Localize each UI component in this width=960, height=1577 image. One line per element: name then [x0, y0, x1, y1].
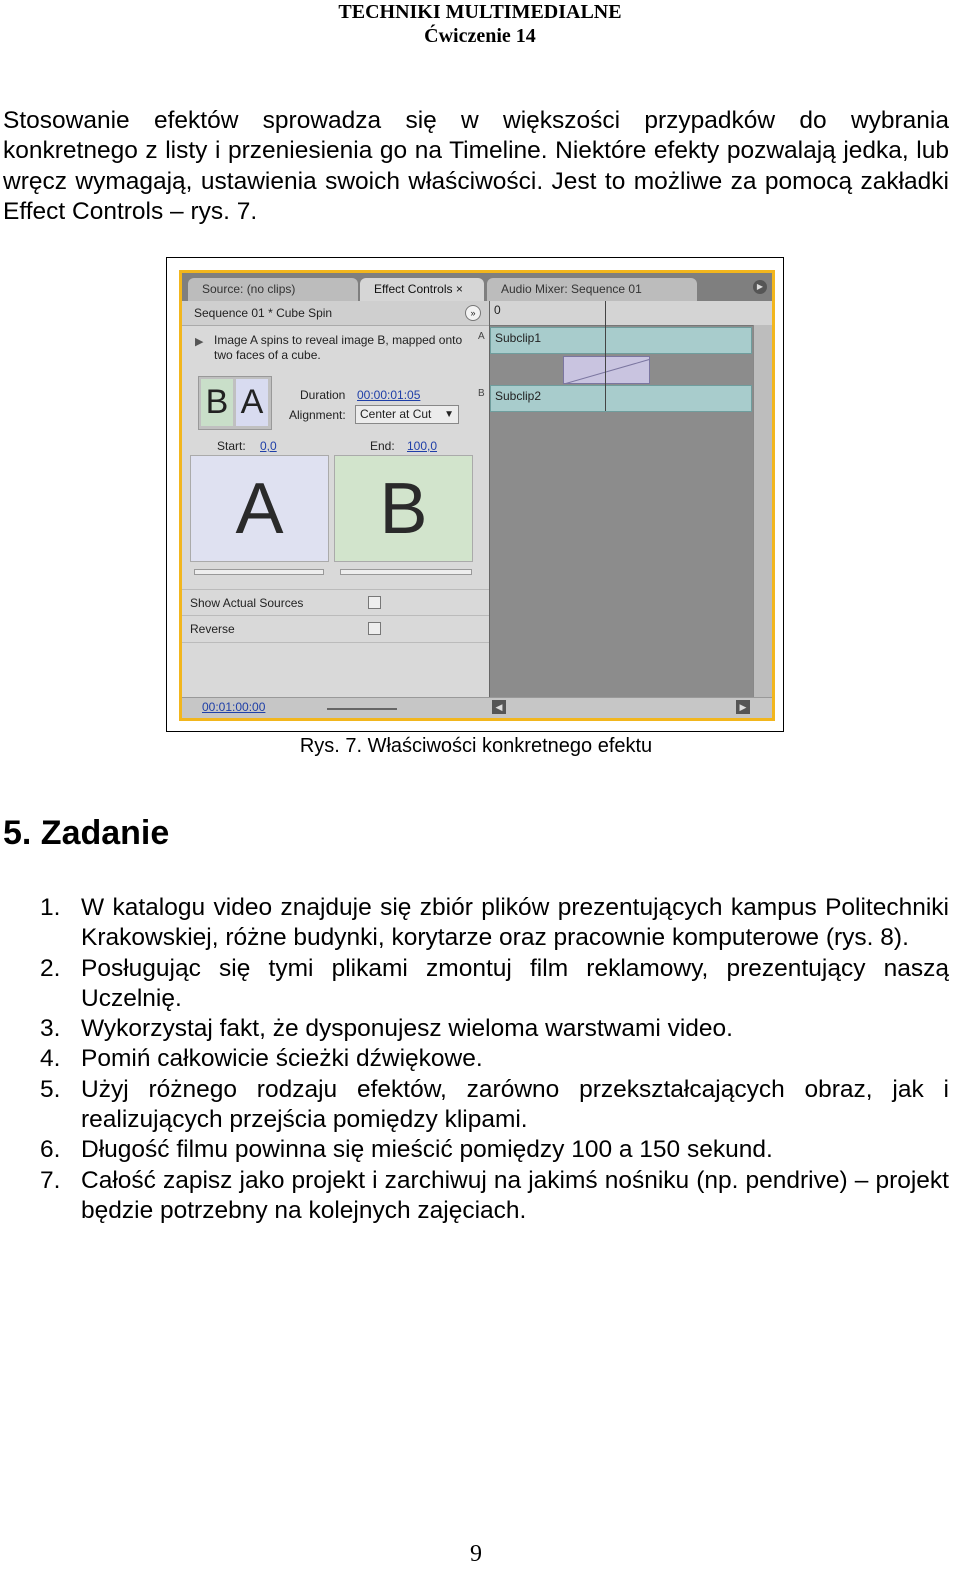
- scroll-left-icon[interactable]: ◀: [492, 700, 506, 714]
- tab-audio-mixer[interactable]: Audio Mixer: Sequence 01: [487, 278, 697, 301]
- list-item-number: 6.: [40, 1136, 61, 1164]
- list-item: [40, 1044, 949, 1074]
- preview-a: A: [190, 455, 329, 562]
- task-list: [40, 893, 949, 1226]
- alignment-value: Center at Cut: [360, 407, 432, 421]
- zoom-slider[interactable]: [327, 708, 397, 710]
- list-item: [40, 1075, 949, 1136]
- list-item-text: Wykorzystaj fakt, że dysponujesz wieloma warstwami video.: [81, 1015, 733, 1043]
- sequence-title: Sequence 01 * Cube Spin: [194, 306, 333, 320]
- figure-caption: Rys. 7. Właściwości konkretnego efektu: [299, 735, 653, 757]
- intro-paragraph: Stosowanie efektów sprowadza się w większości przypadków do wybrania konkretnego z listy i przeniesienia go na Timeline. Niektóre efekty pozwalają jedka, lub wręcz wymagają, ustawienia swoich właściwości. Jest to możliwe za pomocą zakładki Effect Controls – rys. 7.: [3, 107, 949, 225]
- alignment-label: Alignment:: [289, 408, 346, 422]
- effect-controls-pane: [182, 301, 489, 698]
- ruler-zero: 0: [494, 303, 501, 317]
- list-item: [40, 893, 949, 954]
- document-header: [0, 0, 960, 48]
- transition-diagonal-icon: [564, 357, 650, 384]
- thumb-a: A: [236, 379, 268, 426]
- list-item-number: 2.: [40, 954, 61, 982]
- list-item-text: Posługując się tymi plikami zmontuj film reklamowy, prezentujący naszą Uczelnię.: [81, 954, 949, 1012]
- show-actual-sources-label: Show Actual Sources: [190, 596, 304, 610]
- duration-value[interactable]: 00:00:01:05: [357, 388, 421, 402]
- list-item: [40, 1014, 949, 1044]
- page-number: 9: [470, 1541, 482, 1567]
- header-course-title: TECHNIKI MULTIMEDIALNE: [338, 1, 622, 23]
- track-a-marker: A: [478, 331, 485, 342]
- play-preview-icon[interactable]: ▶: [195, 336, 204, 348]
- figure-effect-controls: [166, 257, 784, 732]
- chevron-down-icon: ▼: [444, 409, 454, 420]
- start-label: Start:: [217, 439, 246, 453]
- transition-thumbnail: [198, 376, 272, 430]
- clip2-label: Subclip2: [495, 389, 542, 403]
- list-item-text: Całość zapisz jako projekt i zarchiwuj na jakimś nośniku (np. pendrive) – projekt będzie potrzebny na kolejnych zajęciach.: [81, 1166, 949, 1224]
- scroll-right-icon[interactable]: ▶: [736, 700, 750, 714]
- list-item-text: Użyj różnego rodzaju efektów, zarówno przekształcających obraz, jak i realizujących przejścia pomiędzy klipami.: [81, 1075, 949, 1134]
- tab-source[interactable]: Source: (no clips): [188, 278, 358, 301]
- list-item-number: 1.: [40, 894, 61, 921]
- playhead[interactable]: [605, 301, 606, 411]
- list-item-text: Długość filmu powinna się mieścić pomiędzy 100 a 150 sekund.: [81, 1136, 773, 1164]
- alignment-dropdown[interactable]: [355, 405, 459, 424]
- timeline-ruler: [490, 301, 772, 326]
- track-b-marker: B: [478, 388, 485, 399]
- list-item-text: Pomiń całkowicie ścieżki dźwiękowe.: [81, 1045, 483, 1073]
- show-timeline-icon[interactable]: »: [465, 305, 481, 321]
- bottom-bar: [182, 697, 772, 718]
- list-item-number: 5.: [40, 1075, 61, 1103]
- list-item: [40, 1135, 949, 1165]
- mini-timeline: [478, 301, 772, 698]
- list-item-number: 3.: [40, 1015, 61, 1043]
- current-timecode[interactable]: 00:01:00:00: [202, 700, 266, 714]
- list-item: [40, 954, 949, 1015]
- track-subclip2[interactable]: [490, 385, 752, 412]
- clip1-label: Subclip1: [495, 331, 542, 345]
- reverse-label: Reverse: [190, 622, 235, 636]
- start-value[interactable]: 0,0: [260, 439, 277, 453]
- list-item: [40, 1166, 949, 1227]
- transition-clip[interactable]: [563, 356, 650, 384]
- list-item-text: W katalogu video znajduje się zbiór plików prezentujących kampus Politechniki Krakowskiej, różne budynki, korytarze oraz pracownie komputerowe (rys. 8).: [81, 894, 949, 952]
- panel-menu-icon[interactable]: ▶: [753, 280, 767, 294]
- list-item-number: 7.: [40, 1166, 61, 1194]
- thumb-b: B: [201, 379, 233, 426]
- show-actual-sources-row: [182, 589, 489, 616]
- end-slider[interactable]: [340, 569, 472, 575]
- end-label: End:: [370, 439, 395, 453]
- tab-effect-controls[interactable]: Effect Controls ×: [360, 278, 484, 301]
- vertical-scrollbar[interactable]: [753, 325, 772, 698]
- effect-description: Image A spins to reveal image B, mapped onto two faces of a cube.: [214, 333, 463, 362]
- sequence-row: [182, 301, 489, 326]
- track-subclip1[interactable]: [490, 327, 752, 354]
- start-slider[interactable]: [194, 569, 324, 575]
- section-title: 5. Zadanie: [3, 814, 170, 852]
- duration-label: Duration: [300, 388, 346, 402]
- reverse-row: [182, 615, 489, 643]
- show-actual-sources-checkbox[interactable]: [368, 596, 381, 609]
- header-exercise-number: Ćwiczenie 14: [424, 25, 536, 47]
- list-item-number: 4.: [40, 1045, 61, 1073]
- panel-tabs: [182, 273, 772, 301]
- premiere-window: [179, 270, 775, 721]
- end-value[interactable]: 100,0: [407, 439, 438, 453]
- reverse-checkbox[interactable]: [368, 622, 381, 635]
- preview-b: B: [334, 455, 473, 562]
